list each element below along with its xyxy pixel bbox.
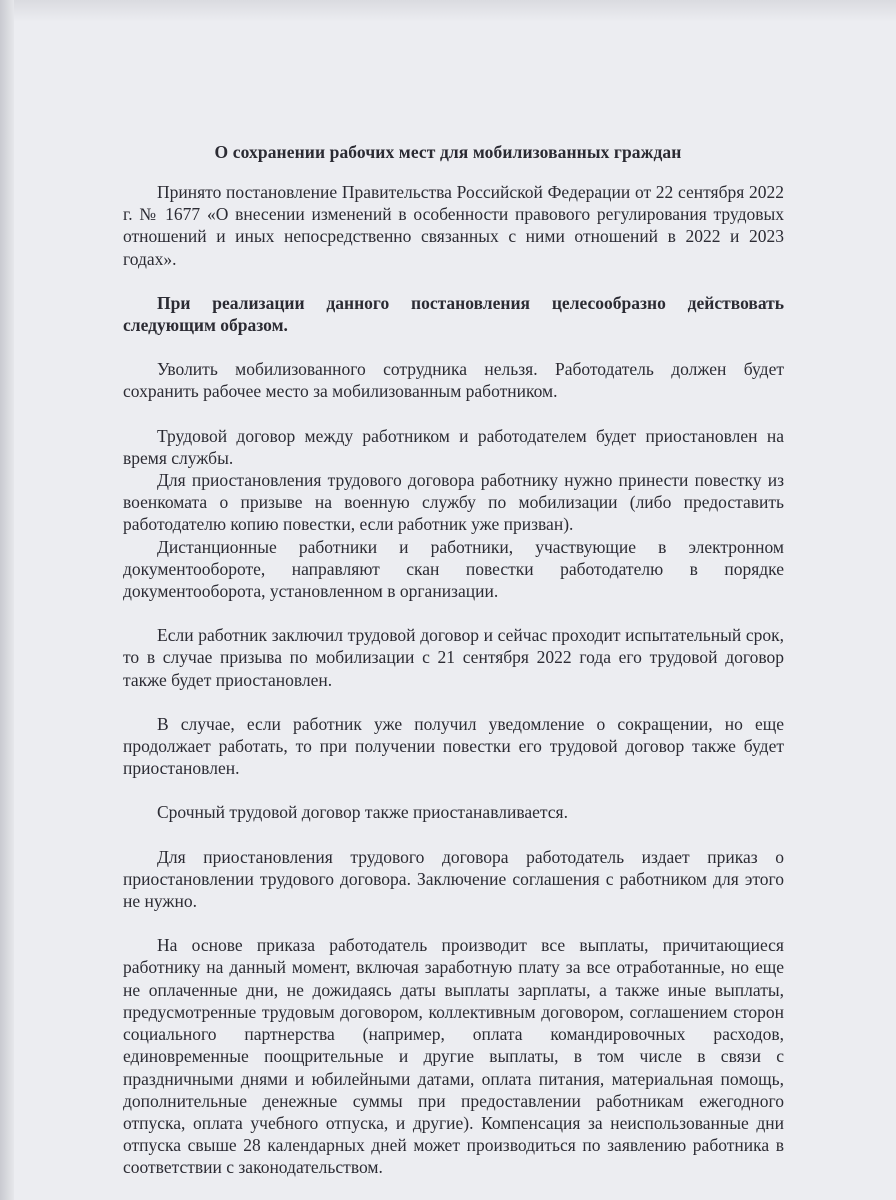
- paragraph-resolution: Принято постановление Правительства Российской Федерации от 22 сентября 2022 г. № 1677 «О внесении изменений в особенности правового регулирования трудовых отношений и иных непосредственно связанных с ними отношений в 2022 и 2023 годах».: [123, 182, 784, 269]
- paragraph-probation: Если работник заключил трудовой договор и сейчас проходит испытательный срок, то в случае призыва по мобилизации с 21 сентября 2022 года его трудовой договор также будет приостановлен.: [123, 625, 784, 690]
- paragraph-fixed-term: Срочный трудовой договор также приостанавливается.: [157, 802, 568, 823]
- paragraph-no-dismissal: Уволить мобилизованного сотрудника нельзя. Работодатель должен будет сохранить рабочее место за мобилизованным работником.: [123, 359, 784, 402]
- paragraph-payments: На основе приказа работодатель производит все выплаты, причитающиеся работнику на данный момент, включая заработную плату за все отработанные, но еще не оплаченные дни, не дожидаясь даты выплаты зарплаты, а также иные выплаты, предусмотренные трудовым договором, коллективным договором, соглашением сторон социального партнерства (например, оплата командировочных расходов, единовременные поощрительные и другие выплаты, в том числе в связи с праздничными днями и юбилейными датами, оплата питания, материальная помощь, дополнительные денежные суммы при предоставлении работникам ежегодного отпуска, оплата учебного отпуска, и другие). Компенсация за неиспользованные дни отпуска свыше 28 календарных дней может производиться по заявлению работника в соответствии с законодательством.: [123, 935, 784, 1178]
- paragraph-recommendation: При реализации данного постановления целесообразно действовать следующим образом.: [123, 292, 784, 336]
- paragraph-suspension: Трудовой договор между работником и работодателем будет приостановлен на время службы.: [123, 425, 784, 468]
- paragraph-redundancy: В случае, если работник уже получил уведомление о сокращении, но еще продолжает работать, то при получении повестки его трудовой договор также будет приостановлен.: [123, 713, 784, 779]
- document-title: О сохранении рабочих мест для мобилизованных граждан: [214, 142, 682, 162]
- paragraph-remote-workers: Дистанционные работники и работники, участвующие в электронном документообороте, направляют скан повестки работодателю в порядке документооборота, установленном в организации.: [123, 536, 784, 602]
- paragraph-summons: Для приостановления трудового договора работнику нужно принести повестку из военкомата о призыве на военную службу по мобилизации (либо предоставить работодателю копию повестки, если работник уже призван).: [123, 470, 784, 535]
- paragraph-order: Для приостановления трудового договора работодатель издает приказ о приостановлении трудового договора. Заключение соглашения с работником для этого не нужно.: [123, 846, 784, 912]
- document-body: [123, 181, 784, 1179]
